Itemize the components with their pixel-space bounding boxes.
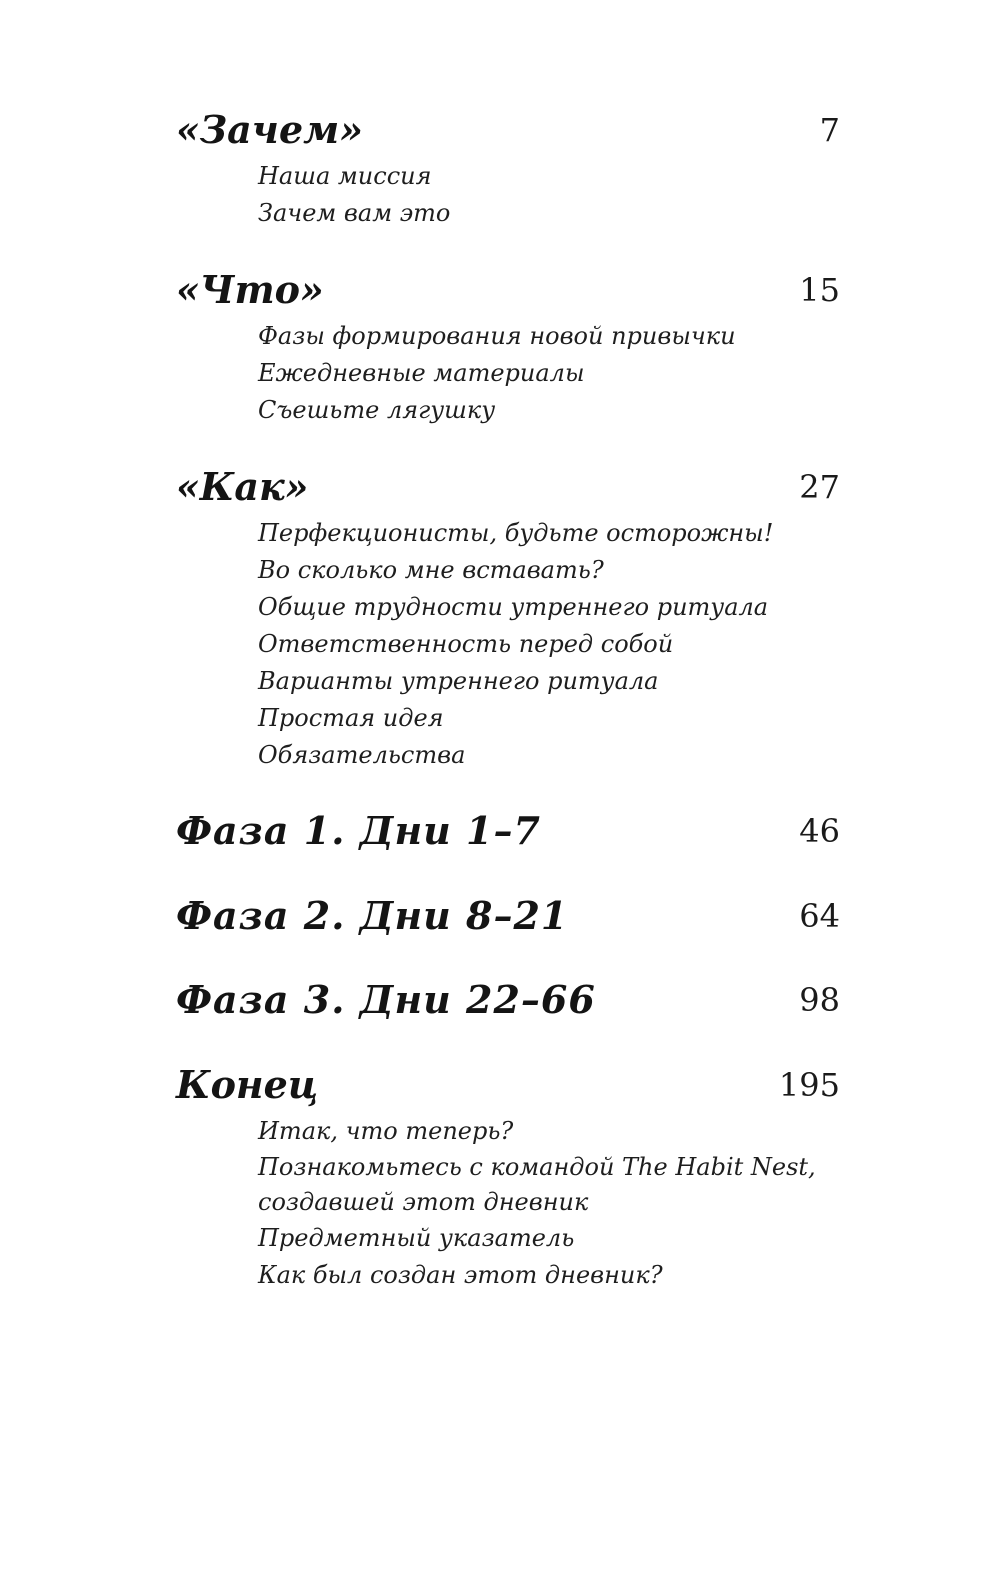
toc-heading-row: [176, 888, 840, 944]
toc-section: [176, 102, 840, 232]
subsection-list: [176, 1113, 840, 1294]
subsection-item: Перфекционисты, будьте осторожны!: [258, 519, 774, 547]
subsection-item: Ответственность перед собой: [258, 630, 674, 658]
section-page-number: 27: [799, 468, 840, 506]
subsection-item: Фазы формирования новой привычки: [258, 322, 736, 350]
toc-section: [176, 888, 840, 944]
section-title: «Что»: [176, 267, 324, 312]
section-page-number: 98: [799, 981, 840, 1019]
subsection-item: Наша миссия: [258, 162, 432, 190]
section-title: Конец: [176, 1062, 319, 1107]
section-title: Фаза 3. Дни 22–66: [176, 977, 596, 1022]
subsection-item: Итак, что теперь?: [258, 1117, 514, 1145]
subsection-item: Съешьте лягушку: [258, 396, 496, 424]
section-title: Фаза 1. Дни 1–7: [176, 808, 541, 853]
toc-heading-row: [176, 262, 840, 318]
toc-section: [176, 972, 840, 1028]
section-title: «Как»: [176, 464, 309, 509]
subsection-item: Познакомьтесь с командой The Habit Nest, создавшей этот дневник: [258, 1153, 816, 1216]
section-page-number: 195: [778, 1066, 840, 1104]
subsection-item: Простая идея: [258, 704, 444, 732]
subsection-item: Предметный указатель: [258, 1224, 575, 1252]
subsection-item: Обязательства: [258, 741, 466, 769]
toc-heading-row: [176, 1057, 840, 1113]
section-page-number: 15: [799, 271, 840, 309]
subsection-list: [176, 158, 840, 232]
subsection-item: Зачем вам это: [258, 199, 451, 227]
section-title: «Зачем»: [176, 107, 363, 152]
subsection-item: Общие трудности утреннего ритуала: [258, 593, 769, 621]
toc-heading-row: [176, 803, 840, 859]
toc-heading-row: [176, 459, 840, 515]
toc-section: [176, 262, 840, 429]
section-page-number: 7: [819, 111, 840, 149]
toc-section: [176, 803, 840, 859]
toc-heading-row: [176, 972, 840, 1028]
toc-heading-row: [176, 102, 840, 158]
section-page-number: 46: [799, 812, 840, 850]
subsection-item: Как был создан этот дневник?: [258, 1261, 663, 1289]
subsection-item: Ежедневные материалы: [258, 359, 585, 387]
section-page-number: 64: [799, 897, 840, 935]
subsection-list: [176, 515, 840, 774]
subsection-item: Во сколько мне вставать?: [258, 556, 604, 584]
toc-section: [176, 1057, 840, 1294]
toc-section: [176, 459, 840, 774]
subsection-list: [176, 318, 840, 429]
section-title: Фаза 2. Дни 8–21: [176, 893, 569, 938]
subsection-item: Варианты утреннего ритуала: [258, 667, 659, 695]
